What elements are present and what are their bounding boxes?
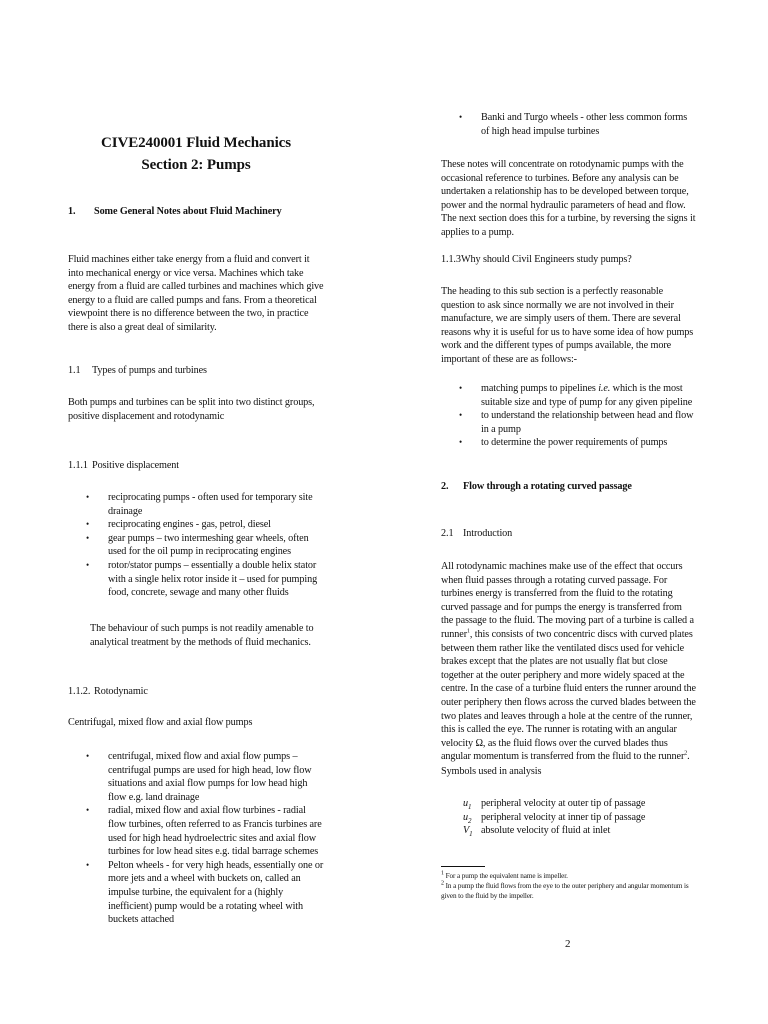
list-item: • gear pumps – two intermeshing gear wheels, often used for the oil pump in reciprocating engines [86, 532, 309, 558]
intro-paragraph: Fluid machines either take energy from a fluid and convert it into mechanical energy or vice versa. Machines which take energy from a fluid are called turbines and machines which give energy to a fluid are called pumps and fans. From a theoretical viewpoint there is no difference between the two, in practice there is also a great deal of similarity. [68, 254, 324, 333]
heading-text: Flow through a rotating curved passage [463, 481, 632, 492]
bullet-icon: • [86, 805, 90, 816]
symbols-list [441, 797, 696, 838]
positive-displacement-list [68, 491, 324, 600]
why-paragraph: The heading to this sub section is a perfectly reasonable question to ask since normally we are not involved in their manufacture, we are simply users of them. There are several reasons why it is useful for us to have some idea of how pumps work and the different types of pumps available, the more important of these are as follows:- [441, 286, 694, 365]
turbine-list-continued [441, 111, 696, 138]
list-item: • to understand the relationship between head and flow in a pump [459, 410, 694, 435]
list-item: • centrifugal, mixed flow and axial flow pumps – centrifugal pumps are used for high head, low flow situations and axial flow pumps for low head high flow e.g. land drainage [86, 751, 312, 803]
footnote-1: $^1$ For a pump the equivalent name is impeller. [441, 870, 568, 880]
list-item: • rotor/stator pumps – essentially a double helix stator with a single helix rotor inside it – used for pumping food, concrete, sewage and many other fluids [86, 559, 318, 599]
heading-text: Some General Notes about Fluid Machinery [94, 206, 282, 217]
types-paragraph: Both pumps and turbines can be split into two distinct groups, positive displacement and rotodynamic [68, 397, 315, 422]
heading-number: 1.1 [68, 365, 81, 376]
symbol-description: peripheral velocity at outer tip of passage [481, 798, 646, 809]
symbol-description: peripheral velocity at inner tip of passage [481, 811, 646, 823]
right-column [441, 0, 696, 1024]
symbol: $u_1$ [463, 798, 472, 812]
footnote-divider [441, 866, 485, 867]
heading-1-1-1 [68, 459, 324, 473]
symbol: $u_2$ [463, 811, 472, 825]
heading-2-1 [441, 527, 696, 541]
introduction-paragraph: All rotodynamic machines make use of the effect that occurs when fluid passes through a rotating curved passage. For turbines energy is transferred from the fluid to the rotating curved passage and for pumps the energy is transferred from the passage to the fluid. The moving part of a turbine is called a runner$^1$, this consists of two concentric discs with curved plates between them rather like the ventilated discs used for vehicle brakes except that the plates are not usually flat but close together at the outer periphery and more widely spaced at the centre. In the case of a turbine fluid enters the runner around the outer periphery then flows across the curved blades between the two plates and leaves through a hole at the centre of the runner, this is called the eye. The runner is rotating with an angular velocity Ω, as the fluid flows over the curved blades thus angular momentum is transferred from the fluid to the runner$^2$. [441, 561, 696, 763]
why-list [441, 382, 696, 450]
heading-section-2 [441, 480, 696, 494]
symbol: $V_1$ [463, 825, 473, 839]
bullet-icon: • [459, 437, 463, 448]
bullet-icon: • [86, 559, 90, 570]
bullet-icon: • [86, 492, 90, 502]
list-item: • reciprocating pumps - often used for temporary site drainage [86, 492, 313, 517]
heading-number: 2. [441, 481, 449, 492]
list-item: • matching pumps to pipelines i.e. which is the most suitable size and type of pump for any given pipeline [459, 383, 693, 408]
list-item: • reciprocating engines - gas, petrol, diesel [86, 519, 271, 531]
bullet-icon: • [459, 410, 463, 421]
bullet-icon: • [86, 519, 90, 530]
footnote-ref: 1 [467, 628, 470, 635]
heading-number: 1.1.1 [68, 460, 88, 471]
footnotes [441, 871, 696, 901]
heading-1-1 [68, 364, 324, 378]
heading-1-1-2 [68, 685, 324, 699]
bullet-icon: • [86, 532, 90, 543]
symbol-row [441, 797, 696, 811]
bullet-icon: • [459, 112, 463, 122]
list-item: • Banki and Turgo wheels - other less common forms of high head impulse turbines [459, 112, 688, 137]
heading-number: 1.1.3 [441, 254, 461, 265]
rotodynamic-subheading: Centrifugal, mixed flow and axial flow pumps [68, 717, 253, 728]
heading-text: Introduction [463, 528, 513, 539]
heading-1-1-3 [441, 253, 696, 267]
heading-text: Positive displacement [92, 460, 180, 471]
heading-number: 2.1 [441, 528, 454, 539]
heading-text: Why should Civil Engineers study pumps? [461, 254, 632, 265]
list-item: • to determine the power requirements of pumps [459, 437, 668, 449]
heading-text: Rotodynamic [94, 686, 148, 697]
page-number: 2 [565, 938, 571, 950]
list-item: • radial, mixed flow and axial flow turbines - radial flow turbines, often referred to as Francis turbines are used for high head hydroelectric sites and axial flow turbines for low head sites e.g. tidal barrage schemes [86, 805, 322, 858]
symbol-row [441, 824, 696, 838]
title-section: Section 2: Pumps [141, 157, 251, 173]
heading-text: Types of pumps and turbines [92, 365, 207, 376]
bullet-icon: • [86, 859, 90, 870]
heading-number: 1. [68, 206, 76, 217]
title-course: CIVE240001 Fluid Mechanics [101, 135, 291, 151]
heading-number: 1.1.2. [68, 686, 91, 697]
footnote-ref: 2 [684, 750, 688, 757]
footnote-2: $^2$ In a pump the fluid flows from the eye to the outer periphery and angular momentum is given to the fluid by the impeller. [441, 880, 689, 900]
symbol-description: absolute velocity of fluid at inlet [481, 825, 611, 837]
document-title [68, 132, 324, 176]
symbols-heading: Symbols used in analysis [441, 766, 542, 777]
symbol-row [441, 811, 696, 825]
pd-note-paragraph: The behaviour of such pumps is not readily amenable to analytical treatment by the methods of fluid mechanics. [90, 623, 314, 648]
bullet-icon: • [459, 383, 463, 393]
left-column [68, 0, 324, 1024]
heading-section-1 [68, 205, 324, 219]
rotodynamic-list [68, 750, 324, 927]
concentrate-paragraph: These notes will concentrate on rotodynamic pumps with the occasional reference to turbines. Before any analysis can be undertaken a relationship has to be developed between torque, power and the normal hydraulic parameters of head and flow. The next section does this for a turbine, by reversing the signs it applies to a pump. [441, 159, 696, 238]
bullet-icon: • [86, 751, 90, 761]
list-item: • Pelton wheels - for very high heads, essentially one or more jets and a wheel with buckets on, called an impulse turbine, the equivalent for a (highly inefficient) pump would be a rotating wheel with buckets attached [86, 859, 324, 926]
